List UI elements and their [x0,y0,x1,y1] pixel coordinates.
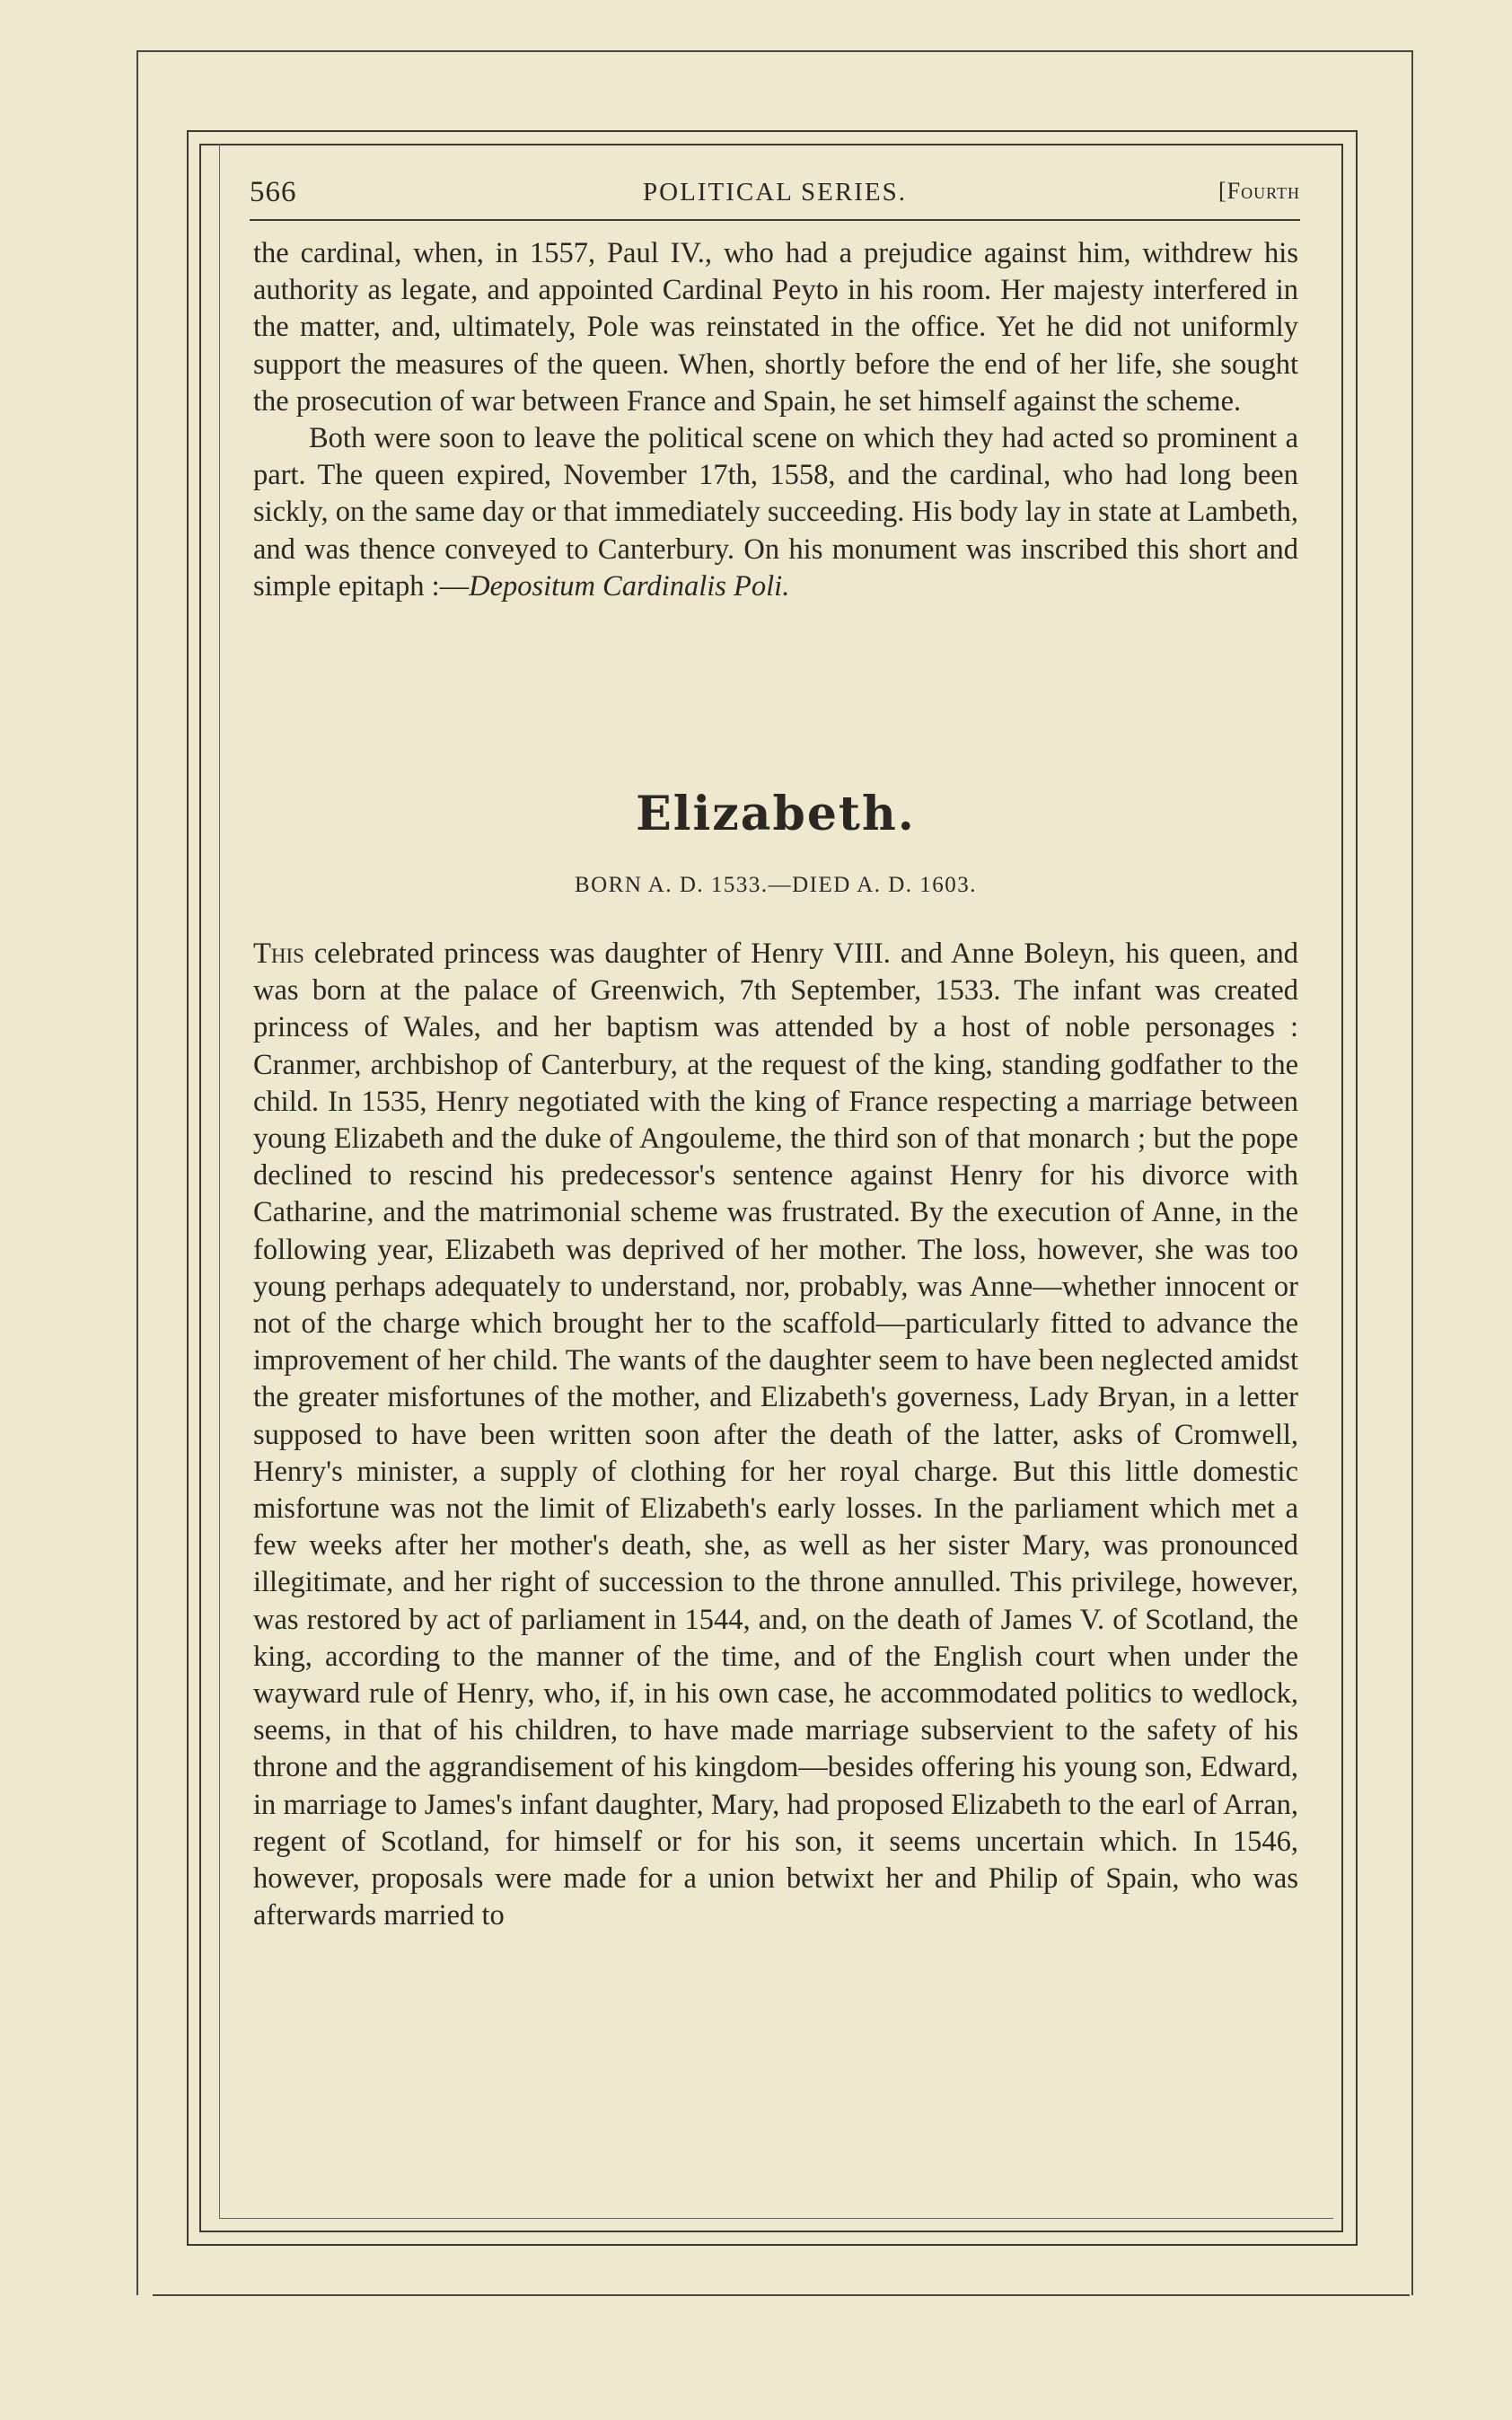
running-head: POLITICAL SERIES. [643,178,907,207]
epitaph: Depositum Cardinalis Poli. [469,569,790,603]
life-dates: BORN A. D. 1533.—DIED A. D. 1603. [574,873,978,897]
article-body [253,936,1298,1934]
lead-word: This [253,937,304,970]
paragraph [253,420,1298,605]
article-title: Elizabeth. [636,787,916,841]
paragraph-text: Both were soon to leave the political scene on which they had acted so prominent a part. The queen expired, November 17th, 1558, and the cardinal, who had long been sickly, on the same day or that immediately succeeding. His body lay in state at Lambeth, and was thence conveyed to Canterbury. On his monument was inscribed this short and simple epitaph :— [253,422,1298,603]
page-number: 566 [250,176,297,208]
paragraph-text: celebrated princess was daughter of Henry VIII. and Anne Boleyn, his queen, and was born at the palace of Greenwich, 7th September, 1533. The infant was created princess of Wales, and her baptism was attended by a host of noble personages : Cranmer, archbishop of Canterbury, at the request of the king, standing godfather to the child. In 1535, Henry negotiated with the king of France respecting a marriage between young Elizabeth and the duke of Angouleme, the third son of that monarch ; but the pope declined to rescind his predecessor's sentence against Henry for his divorce with Catharine, and the matrimonial scheme was frustrated. By the execution of Anne, in the following year, Elizabeth was deprived of her mother. The loss, however, she was too young perhaps adequately to understand, nor, probably, was Anne—whether innocent or not of the charge which brought her to the scaffold—particularly fitted to advance the improvement of her child. The wants of the daughter seem to have been neglected amidst the greater misfortunes of the mother, and Elizabeth's governess, Lady Bryan, in a letter supposed to have been written soon after the death of the latter, asks of Cromwell, Henry's minister, a supply of clothing for her royal charge. But this little domestic misfortune was not the limit of Elizabeth's early losses. In the parliament which met a few weeks after her mother's death, she, as well as her sister Mary, was pronounced illegitimate, and her right of succession to the throne annulled. This privilege, however, was restored by act of parliament in 1544, and, on the death of James V. of Scotland, the king, according to the manner of the time, and of the English court when under the wayward rule of Henry, who, if, in his own case, he accommodated politics to wedlock, seems, in that of his children, to have made marriage subservient to the safety of his throne and the aggrandisement of his kingdom—besides offering his young son, Edward, in marriage to James's infant daughter, Mary, had proposed Elizabeth to the earl of Arran, regent of Scotland, for himself or for his son, it seems uncertain which. In 1546, however, proposals were made for a union betwixt her and Philip of Spain, who was afterwards married to [253,937,1298,1932]
outer-rule-left [136,50,138,2295]
header-rule [250,219,1300,221]
outer-rule-top [136,50,1411,52]
outer-rule-right [1411,50,1413,2295]
paragraph [253,936,1298,1934]
running-header [250,176,1300,216]
outer-rule-bottom [153,2294,1410,2296]
section-marker: [Fourth [1218,178,1300,204]
continued-text [253,235,1298,605]
paragraph: the cardinal, when, in 1557, Paul IV., who had a prejudice against him, withdrew his authority as legate, and appointed Cardinal Peyto in his room. Her majesty interfered in the matter, and, ultimately, Pole was reinstated in the office. Yet he did not uniformly support the measures of the queen. When, shortly before the end of her life, she sought the prosecution of war between France and Spain, he set himself against the scheme. [253,237,1298,418]
